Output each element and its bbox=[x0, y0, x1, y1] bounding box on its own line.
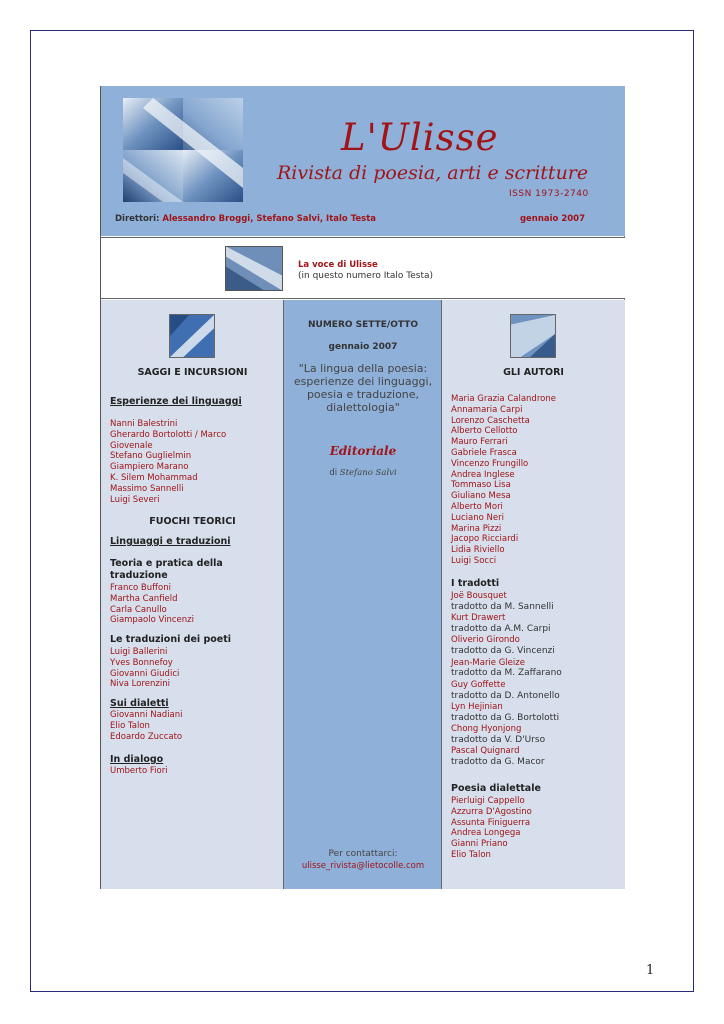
contact-block bbox=[284, 848, 442, 872]
list-item[interactable]: Giampiero Marano bbox=[110, 462, 189, 473]
translated-author[interactable]: Chong Hyonjong bbox=[451, 724, 522, 735]
directors-line bbox=[115, 214, 376, 224]
dialogo-heading[interactable]: In dialogo bbox=[110, 754, 164, 765]
list-item[interactable]: Niva Lorenzini bbox=[110, 679, 170, 690]
list-item[interactable]: Pierluigi Cappello bbox=[451, 796, 525, 806]
list-item[interactable]: Alberto Cellotto bbox=[451, 426, 518, 437]
list-item[interactable]: Assunta Finiguerra bbox=[451, 817, 531, 828]
issn-number: ISSN 1973-2740 bbox=[509, 189, 589, 199]
list-item[interactable]: Lidia Riviello bbox=[451, 545, 505, 556]
list-item[interactable]: K. Silem Mohammad bbox=[110, 472, 198, 483]
authors-thumbnail bbox=[510, 314, 556, 358]
list-item[interactable]: Yves Bonnefoy bbox=[110, 657, 173, 668]
dialettale-heading: Poesia dialettale bbox=[451, 783, 541, 794]
esperienze-list bbox=[110, 419, 226, 505]
linguaggi-heading[interactable]: Linguaggi e traduzioni bbox=[110, 536, 231, 547]
contact-email-link[interactable]: ulisse_rivista@lietocolle.com bbox=[301, 861, 425, 871]
tradotti-list bbox=[451, 591, 562, 769]
teoria-list bbox=[110, 583, 194, 626]
fuochi-section-title: FUOCHI TEORICI bbox=[149, 516, 236, 527]
teoria-heading-line: traduzione bbox=[110, 570, 168, 581]
translator: tradotto da V. D'Urso bbox=[451, 735, 546, 746]
list-item[interactable]: Carla Canullo bbox=[110, 604, 167, 615]
masthead bbox=[101, 86, 625, 236]
list-item[interactable]: Luciano Neri bbox=[451, 512, 504, 523]
list-item[interactable]: Elio Talon bbox=[110, 720, 150, 731]
translator: tradotto da D. Antonello bbox=[451, 690, 560, 701]
dialetti-heading[interactable]: Sui dialetti bbox=[110, 698, 169, 709]
translated-author[interactable]: Oliverio Girondo bbox=[451, 635, 520, 646]
essays-section-title: SAGGI E INCURSIONI bbox=[137, 367, 248, 378]
list-item[interactable]: Nanni Balestrini bbox=[110, 419, 178, 429]
translated-author[interactable]: Joë Bousquet bbox=[451, 591, 507, 601]
authors-section-title: GLI AUTORI bbox=[503, 367, 564, 378]
voice-thumbnail bbox=[225, 246, 283, 291]
list-item[interactable]: Mauro Ferrari bbox=[451, 437, 508, 448]
teoria-heading-line: Teoria e pratica della bbox=[110, 558, 223, 569]
traduzioni-heading: Le traduzioni dei poeti bbox=[110, 634, 232, 645]
list-item[interactable]: Giovanni Giudici bbox=[110, 668, 180, 679]
editorial-link[interactable]: Editoriale bbox=[329, 444, 397, 458]
list-item[interactable]: Giovanni Nadiani bbox=[110, 710, 183, 720]
list-item[interactable]: Azzurra D'Agostino bbox=[451, 806, 532, 817]
translated-author[interactable]: Lyn Hejinian bbox=[451, 702, 503, 713]
byline-author: Stefano Salvi bbox=[339, 468, 397, 478]
authors-list bbox=[451, 394, 556, 567]
list-item[interactable]: Jacopo Ricciardi bbox=[451, 534, 519, 545]
list-item[interactable]: Umberto Fiori bbox=[110, 766, 168, 776]
page-number: 1 bbox=[646, 963, 655, 978]
tradotti-heading: I tradotti bbox=[451, 578, 500, 589]
essays-thumbnail bbox=[169, 314, 215, 358]
newsletter bbox=[100, 86, 625, 889]
list-item[interactable]: Tommaso Lisa bbox=[451, 480, 511, 491]
list-item[interactable]: Luigi Socci bbox=[451, 555, 497, 566]
esperienze-heading[interactable]: Esperienze dei linguaggi bbox=[110, 396, 242, 407]
directors-names: Alessandro Broggi, Stefano Salvi, Italo Testa bbox=[162, 214, 377, 224]
list-item[interactable]: Marina Pizzi bbox=[451, 523, 502, 534]
issue-date: gennaio 2007 bbox=[328, 342, 398, 352]
list-item[interactable]: Luigi Severi bbox=[110, 494, 160, 505]
translator: tradotto da A.M. Carpi bbox=[451, 624, 551, 634]
list-item[interactable]: Edoardo Zuccato bbox=[110, 731, 183, 742]
list-item[interactable]: Andrea Inglese bbox=[451, 469, 515, 480]
dialettale-list bbox=[451, 796, 532, 861]
translated-author[interactable]: Pascal Quignard bbox=[451, 746, 520, 757]
list-item[interactable]: Giuliano Mesa bbox=[451, 491, 511, 502]
list-item[interactable]: Maria Grazia Calandrone bbox=[451, 394, 556, 404]
list-item[interactable]: Giampaolo Vincenzi bbox=[110, 615, 194, 626]
teoria-heading bbox=[110, 558, 223, 582]
translator: tradotto da M. Sannelli bbox=[451, 601, 554, 612]
translator: tradotto da G. Macor bbox=[451, 757, 545, 768]
list-item[interactable]: Lorenzo Caschetta bbox=[451, 415, 530, 426]
editorial-byline bbox=[284, 468, 442, 478]
magazine-title: L'Ulisse bbox=[341, 116, 499, 159]
right-column bbox=[442, 300, 625, 889]
list-item[interactable]: Gherardo Bortolotti / Marco bbox=[110, 429, 227, 440]
header-date: gennaio 2007 bbox=[519, 214, 585, 224]
issue-number: NUMERO SETTE/OTTO bbox=[308, 320, 418, 330]
byline-prefix: di bbox=[329, 468, 338, 478]
list-item[interactable]: Franco Buffoni bbox=[110, 583, 171, 593]
translated-author[interactable]: Guy Goffette bbox=[451, 679, 506, 690]
dialogo-list bbox=[110, 766, 168, 777]
list-item[interactable]: Elio Talon bbox=[451, 849, 491, 860]
magazine-subtitle: Rivista di poesia, arti e scritture bbox=[277, 162, 589, 184]
translator: tradotto da G. Vincenzi bbox=[451, 646, 555, 657]
translator: tradotto da M. Zaffarano bbox=[451, 668, 562, 679]
list-item[interactable]: Martha Canfield bbox=[110, 593, 178, 604]
voice-subtitle: (in questo numero Italo Testa) bbox=[298, 271, 434, 281]
list-item[interactable]: Annamaria Carpi bbox=[451, 404, 523, 415]
translated-author[interactable]: Jean-Marie Gleize bbox=[451, 657, 525, 668]
directors-label: Direttori: bbox=[115, 214, 160, 224]
middle-column bbox=[284, 300, 442, 889]
translated-author[interactable]: Kurt Drawert bbox=[451, 613, 506, 624]
list-item[interactable]: Stefano Guglielmin bbox=[110, 451, 192, 462]
dialetti-list bbox=[110, 710, 183, 742]
voice-banner[interactable] bbox=[101, 237, 625, 299]
issue-theme-quote: "La lingua della poesia: esperienze dei linguaggi, poesia e traduzione, dialettologia" bbox=[293, 362, 433, 414]
list-item[interactable]: Andrea Longega bbox=[451, 828, 521, 839]
list-item[interactable]: Massimo Sannelli bbox=[110, 483, 184, 494]
voice-title-link[interactable]: La voce di Ulisse bbox=[298, 260, 378, 270]
left-column bbox=[101, 300, 284, 889]
translator: tradotto da G. Bortolotti bbox=[451, 712, 560, 723]
contact-label: Per contattarci: bbox=[328, 849, 398, 859]
masthead-collage-image bbox=[123, 98, 243, 202]
list-item[interactable]: Gabriele Frasca bbox=[451, 447, 517, 458]
list-item[interactable]: Luigi Ballerini bbox=[110, 647, 168, 657]
list-item[interactable]: Vincenzo Frungillo bbox=[451, 458, 529, 469]
list-item[interactable]: Alberto Mori bbox=[451, 501, 503, 512]
traduzioni-list bbox=[110, 647, 179, 690]
list-item[interactable]: Giovenale bbox=[110, 440, 153, 451]
list-item[interactable]: Gianni Priano bbox=[451, 839, 508, 850]
